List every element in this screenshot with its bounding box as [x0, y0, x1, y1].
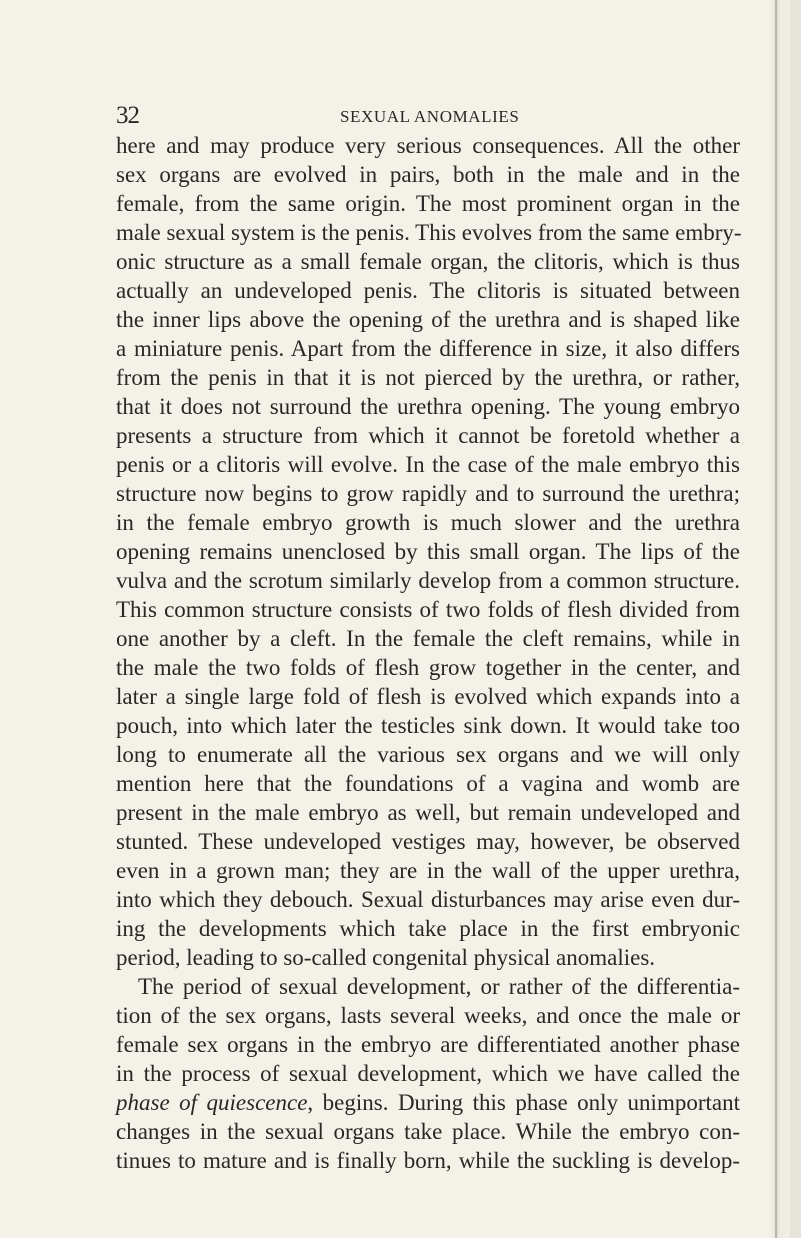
text-line: mention here that the foundations of a vagina and womb are: [116, 771, 740, 796]
text-line: pouch, into which later the testicles sink down. It would take too: [116, 713, 740, 738]
page-edge: [790, 0, 801, 1238]
text-line: the inner lips above the opening of the urethra and is shaped like: [116, 307, 740, 332]
text-line: opening remains unenclosed by this small organ. The lips of the: [116, 539, 740, 564]
text-line: presents a structure from which it cannot be foretold whether a: [116, 423, 740, 448]
text-line: This common structure consists of two folds of flesh divided from: [116, 597, 740, 622]
text-line: tion of the sex organs, lasts several weeks, and once the male or: [116, 1003, 740, 1028]
text-line: male sexual system is the penis. This evolves from the same embry-: [116, 220, 742, 245]
body-text: [116, 131, 740, 1175]
text-line: tinues to mature and is finally born, while the suckling is develop-: [116, 1148, 740, 1173]
text-line-with-italic: [116, 1088, 740, 1117]
text-line: female, from the same origin. The most prominent organ in the: [116, 191, 740, 216]
text-line: the male the two folds of flesh grow together in the center, and: [116, 655, 740, 680]
text-line: from the penis in that it is not pierced by the urethra, or rather,: [116, 365, 740, 390]
text-line: sex organs are evolved in pairs, both in the male and in the: [116, 162, 740, 187]
text-line: that it does not surround the urethra opening. The young embryo: [116, 394, 740, 419]
text-line: female sex organs in the embryo are differentiated another phase: [116, 1032, 740, 1057]
italic-term: phase of quiescence: [116, 1090, 308, 1115]
text-line: actually an undeveloped penis. The clitoris is situated between: [116, 278, 740, 303]
text-line: in the female embryo growth is much slower and the urethra: [116, 510, 740, 535]
text-line: stunted. These undeveloped vestiges may, however, be observed: [116, 829, 740, 854]
text-line: period, leading to so-called congenital physical anomalies.: [116, 945, 656, 970]
text-fragment: , begins. During this phase only unimportant: [307, 1090, 740, 1115]
text-line: even in a grown man; they are in the wall of the upper urethra,: [116, 858, 740, 883]
text-line: onic structure as a small female organ, the clitoris, which is thus: [116, 249, 740, 274]
text-line: in the process of sexual development, which we have called the: [116, 1061, 740, 1086]
text-line: into which they debouch. Sexual disturbances may arise even dur-: [116, 887, 740, 912]
text-line: one another by a cleft. In the female the cleft remains, while in: [116, 626, 740, 651]
text-line: changes in the sexual organs take place. While the embryo con-: [116, 1119, 740, 1144]
text-line: vulva and the scrotum similarly develop from a common structure.: [116, 568, 740, 593]
text-line: structure now begins to grow rapidly and to surround the urethra;: [116, 481, 740, 506]
page-number: 32: [116, 102, 139, 129]
text-line: penis or a clitoris will evolve. In the case of the male embryo this: [116, 452, 740, 477]
running-head: SEXUAL ANOMALIES: [340, 107, 520, 126]
text-line: a miniature penis. Apart from the difference in size, it also differs: [116, 336, 740, 361]
text-line: ing the developments which take place in the first embryonic: [116, 916, 740, 941]
text-line: present in the male embryo as well, but remain undeveloped and: [116, 800, 740, 825]
text-line: long to enumerate all the various sex organs and we will only: [116, 742, 740, 767]
text-line: here and may produce very serious consequences. All the other: [116, 133, 740, 158]
text-line: later a single large fold of flesh is evolved which expands into a: [116, 684, 740, 709]
paragraph-start-line: The period of sexual development, or rather of the differentia-: [138, 974, 740, 999]
gutter-shadow-line: [775, 0, 777, 1238]
